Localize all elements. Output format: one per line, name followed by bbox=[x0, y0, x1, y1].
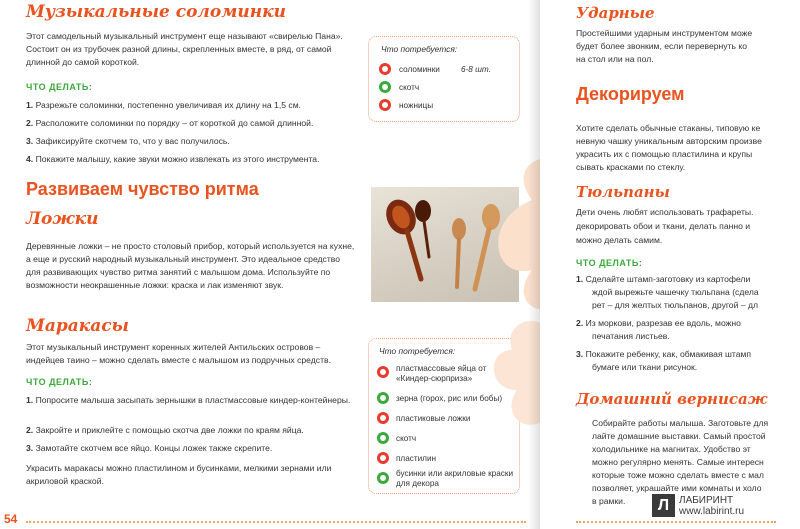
materials-item: пластиковые ложки bbox=[396, 414, 471, 423]
gallery-text-5: которые тоже можно сделать вместе с мал bbox=[592, 470, 764, 480]
gallery-text-6: позволяет, украшайте ими комнаты и холо bbox=[592, 483, 762, 493]
spoons-description: Деревянные ложки – не просто столовый прибор, который используется на кухне, а еще и русский народный музыкальный инструмент. Это идеальное средство для развивающих чувство ритма занятий с малышом дома. Используйте по возможности неокрашенные ложки: краска и лак изменяют звук. bbox=[26, 241, 355, 290]
bullet-green-icon bbox=[377, 392, 389, 404]
heading-spoons: Ложки bbox=[26, 209, 99, 229]
straws-todo-label: ЧТО ДЕЛАТЬ: bbox=[26, 82, 93, 92]
heading-tulips: Тюльпаны bbox=[576, 183, 670, 201]
tulips-text-1: Дети очень любят использовать трафареты. bbox=[576, 207, 754, 217]
materials-item: бусинки или акриловые краски для декора bbox=[396, 469, 514, 488]
right-page bbox=[540, 0, 800, 529]
maracas-step-3: 3. Замотайте скотчем все яйцо. Концы ложек также скрепите. bbox=[26, 443, 273, 453]
heading-decorate: Декорируем bbox=[576, 84, 685, 104]
heading-maracas: Маракасы bbox=[26, 316, 129, 336]
bullet-green-icon bbox=[379, 81, 391, 93]
straws-step-2: 2. Расположите соломинки по порядку – от короткой до самой длинной. bbox=[26, 118, 314, 128]
tulips-step-1-line-2: ждой вырежьте чашечку тюльпана (сдела bbox=[592, 287, 759, 297]
bullet-red-icon bbox=[379, 99, 391, 111]
watermark-text: ЛАБИРИНТ www.labirint.ru bbox=[679, 495, 745, 517]
footer-dotted-line bbox=[26, 521, 526, 523]
materials-box-title: Что потребуется: bbox=[381, 44, 458, 54]
maracas-description: Этот музыкальный инструмент коренных жителей Антильских островов – индейцев таино – можно сделать вместе с малышом из подручных средств. bbox=[26, 342, 331, 365]
decorate-text-1: Хотите сделать обычные стаканы, типовую ке bbox=[576, 123, 761, 133]
tulips-text-3: можно делать самим. bbox=[576, 235, 663, 245]
tulips-step-3-line-1: 3. Покажите ребенку, как, обмакивая штамп bbox=[576, 349, 752, 359]
tulips-step-3-line-2: бумаге или ткани рисунок. bbox=[592, 362, 698, 372]
materials-box-title: Что потребуется: bbox=[379, 346, 456, 356]
materials-item: ножницы bbox=[399, 101, 434, 110]
gallery-text-3: холодильнике на магнитах. Удобство эт bbox=[592, 444, 751, 454]
gallery-text-1: Собирайте работы малыша. Заготовьте для bbox=[592, 418, 769, 428]
maracas-step-1: 1. Попросите малыша засыпать зернышки в пластмассовые киндер-контейнеры. bbox=[26, 395, 351, 405]
decorate-text-3: украсить их с помощью пластилина и крупы bbox=[576, 149, 753, 159]
tulips-step-2-line-2: печатания листьев. bbox=[592, 331, 670, 341]
labirint-logo-icon: Л bbox=[652, 494, 675, 517]
percussion-text-2: будет более звонким, если перевернуть ко bbox=[576, 41, 748, 51]
bullet-green-icon bbox=[377, 432, 389, 444]
heading-percussion: Ударные bbox=[576, 4, 655, 22]
percussion-text-3: на стол или на пол. bbox=[576, 54, 654, 64]
footer-dotted-line-right bbox=[576, 521, 776, 523]
materials-item: скотч bbox=[396, 434, 417, 443]
heading-straws: Музыкальные соломинки bbox=[26, 2, 286, 22]
maracas-step-2: 2. Закройте и приклейте с помощью скотча две ложки по краям яйца. bbox=[26, 425, 304, 435]
materials-item: зерна (горох, рис или бобы) bbox=[396, 394, 503, 403]
bullet-red-icon bbox=[377, 412, 389, 424]
materials-item: пластмассовые яйца от «Киндер-сюрприза» bbox=[396, 364, 487, 383]
percussion-text-1: Простейшими ударным инструментом може bbox=[576, 28, 753, 38]
bullet-red-icon bbox=[377, 452, 389, 464]
bullet-red-icon bbox=[379, 63, 391, 75]
materials-item-qty: 6-8 шт. bbox=[461, 65, 491, 74]
straws-step-4: 4. Покажите малышу, какие звуки можно извлекать из этого инструмента. bbox=[26, 154, 320, 164]
bullet-red-icon bbox=[377, 366, 389, 378]
maracas-todo-label: ЧТО ДЕЛАТЬ: bbox=[26, 377, 93, 387]
tulips-step-2-line-1: 2. Из моркови, разрезав ее вдоль, можно bbox=[576, 318, 741, 328]
gallery-text-4: можно регулярно менять. Самые интересн bbox=[592, 457, 764, 467]
page-number-left: 54 bbox=[4, 512, 18, 526]
decorate-text-4: сывать красками по стеклу. bbox=[576, 162, 686, 172]
materials-item: соломинки bbox=[399, 65, 440, 74]
tulips-step-1-line-1: 1. Сделайте штамп-заготовку из картофели bbox=[576, 274, 751, 284]
tulips-step-1-line-3: рет – для желтых тюльпанов, другой – дл bbox=[592, 300, 758, 310]
materials-item: пластилин bbox=[396, 454, 437, 463]
materials-box-straws bbox=[368, 36, 520, 122]
straws-description: Этот самодельный музыкальный инструмент еще называют «свирелью Пана». Состоит он из трубочек разной длины, скрепленных вместе, в ряд, от самой длинной до самой короткой. bbox=[26, 31, 343, 67]
gallery-text-7: в рамки. bbox=[592, 496, 626, 506]
heading-rhythm: Развиваем чувство ритма bbox=[26, 179, 259, 199]
heading-home-gallery: Домашний вернисаж bbox=[576, 390, 768, 408]
tulips-todo-label: ЧТО ДЕЛАТЬ: bbox=[576, 258, 643, 268]
gallery-text-2: лайте домашние выставки. Самый простой bbox=[592, 431, 766, 441]
straws-step-3: 3. Зафиксируйте скотчем то, что у вас получилось. bbox=[26, 136, 230, 146]
maracas-decoration-note: Украсить маракасы можно пластилином и бусинками, мелкими зернами или акриловой краской. bbox=[26, 463, 332, 486]
straws-step-1: 1. Разрежьте соломинки, постепенно увеличивая их длину на 1,5 см. bbox=[26, 100, 301, 110]
decorate-text-2: невную чашку уникальным авторским произве bbox=[576, 136, 762, 146]
tulips-text-2: декорировать обои и ткани, делать панно и bbox=[576, 221, 751, 231]
materials-item: скотч bbox=[399, 83, 420, 92]
bullet-green-icon bbox=[377, 472, 389, 484]
